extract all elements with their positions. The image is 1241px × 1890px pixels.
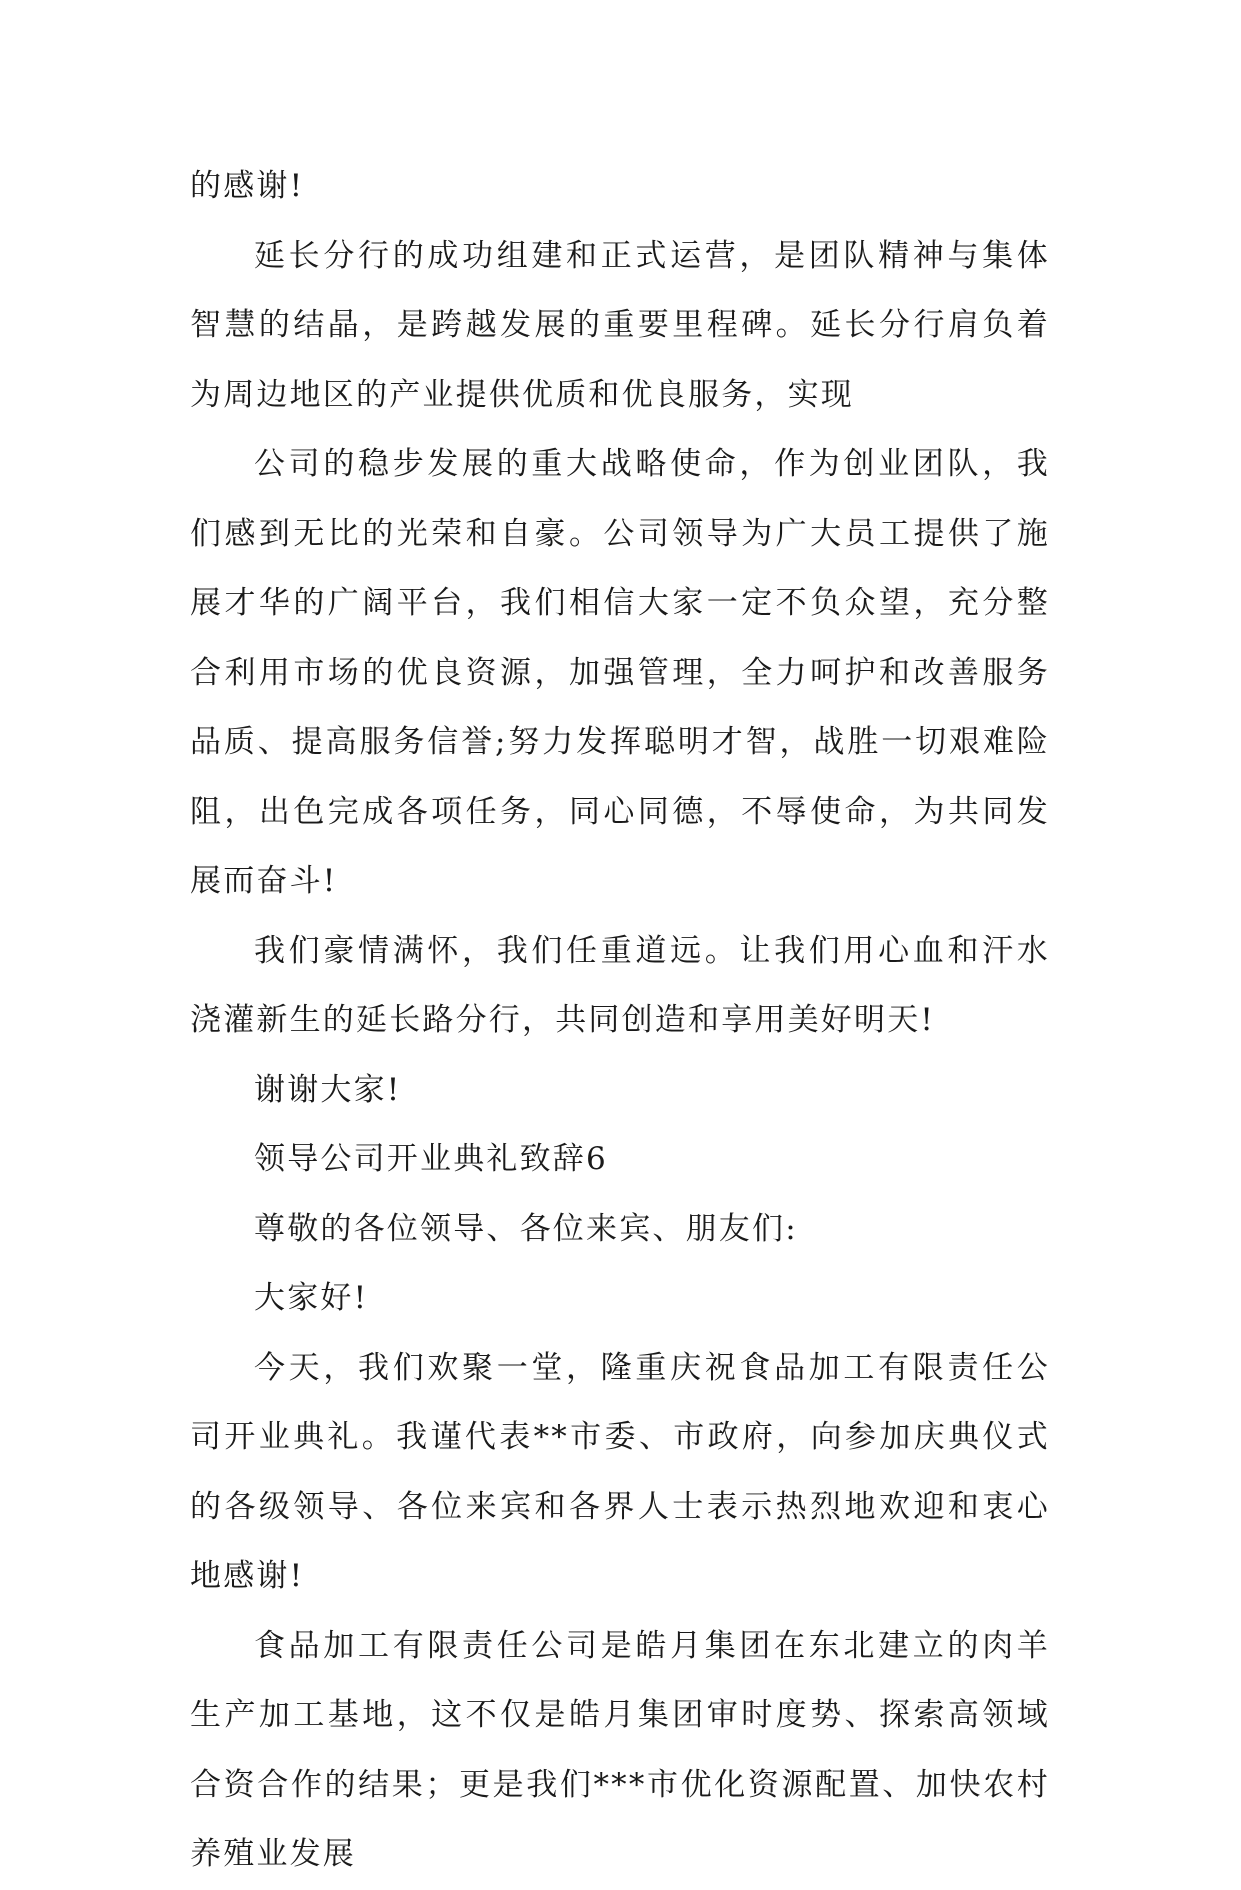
document-page xyxy=(190,152,1050,1890)
paragraph: 谢谢大家! xyxy=(254,1071,402,1108)
paragraph: 的感谢! xyxy=(190,168,305,204)
salutation: 尊敬的各位领导、各位来宾、朋友们: xyxy=(254,1210,798,1247)
paragraph: 今天，我们欢聚一堂，隆重庆祝食品加工有限责任公司开业典礼。我谨代表**市委、市政府，向参加庆典仪式的各级领导、各位来宾和各界人士表示热烈地欢迎和衷心地感谢! xyxy=(190,1349,1050,1594)
greeting: 大家好! xyxy=(254,1280,369,1316)
paragraph: 我们豪情满怀，我们任重道远。让我们用心血和汗水浇灌新生的延长路分行，共同创造和享用美好明天! xyxy=(190,932,1050,1038)
paragraph: 公司的稳步发展的重大战略使命，作为创业团队，我们感到无比的光荣和自豪。公司领导为广大员工提供了施展才华的广阔平台，我们相信大家一定不负众望，充分整合利用市场的优良资源，加强管理，全力呵护和改善服务品质、提高服务信誉;努力发挥聪明才智，战胜一切艰难险阻，出色完成各项任务，同心同德，不辱使命，为共同发展而奋斗! xyxy=(190,446,1050,899)
section-heading: 领导公司开业典礼致辞6 xyxy=(254,1141,608,1177)
paragraph: 延长分行的成功组建和正式运营，是团队精神与集体智慧的结晶，是跨越发展的重要里程碑。延长分行肩负着为周边地区的产业提供优质和优良服务，实现 xyxy=(190,237,1050,413)
paragraph: 食品加工有限责任公司是皓月集团在东北建立的肉羊生产加工基地，这不仅是皓月集团审时度势、探索高领域合资合作的结果；更是我们***市优化资源配置、加快农村养殖业发展 xyxy=(190,1627,1050,1872)
